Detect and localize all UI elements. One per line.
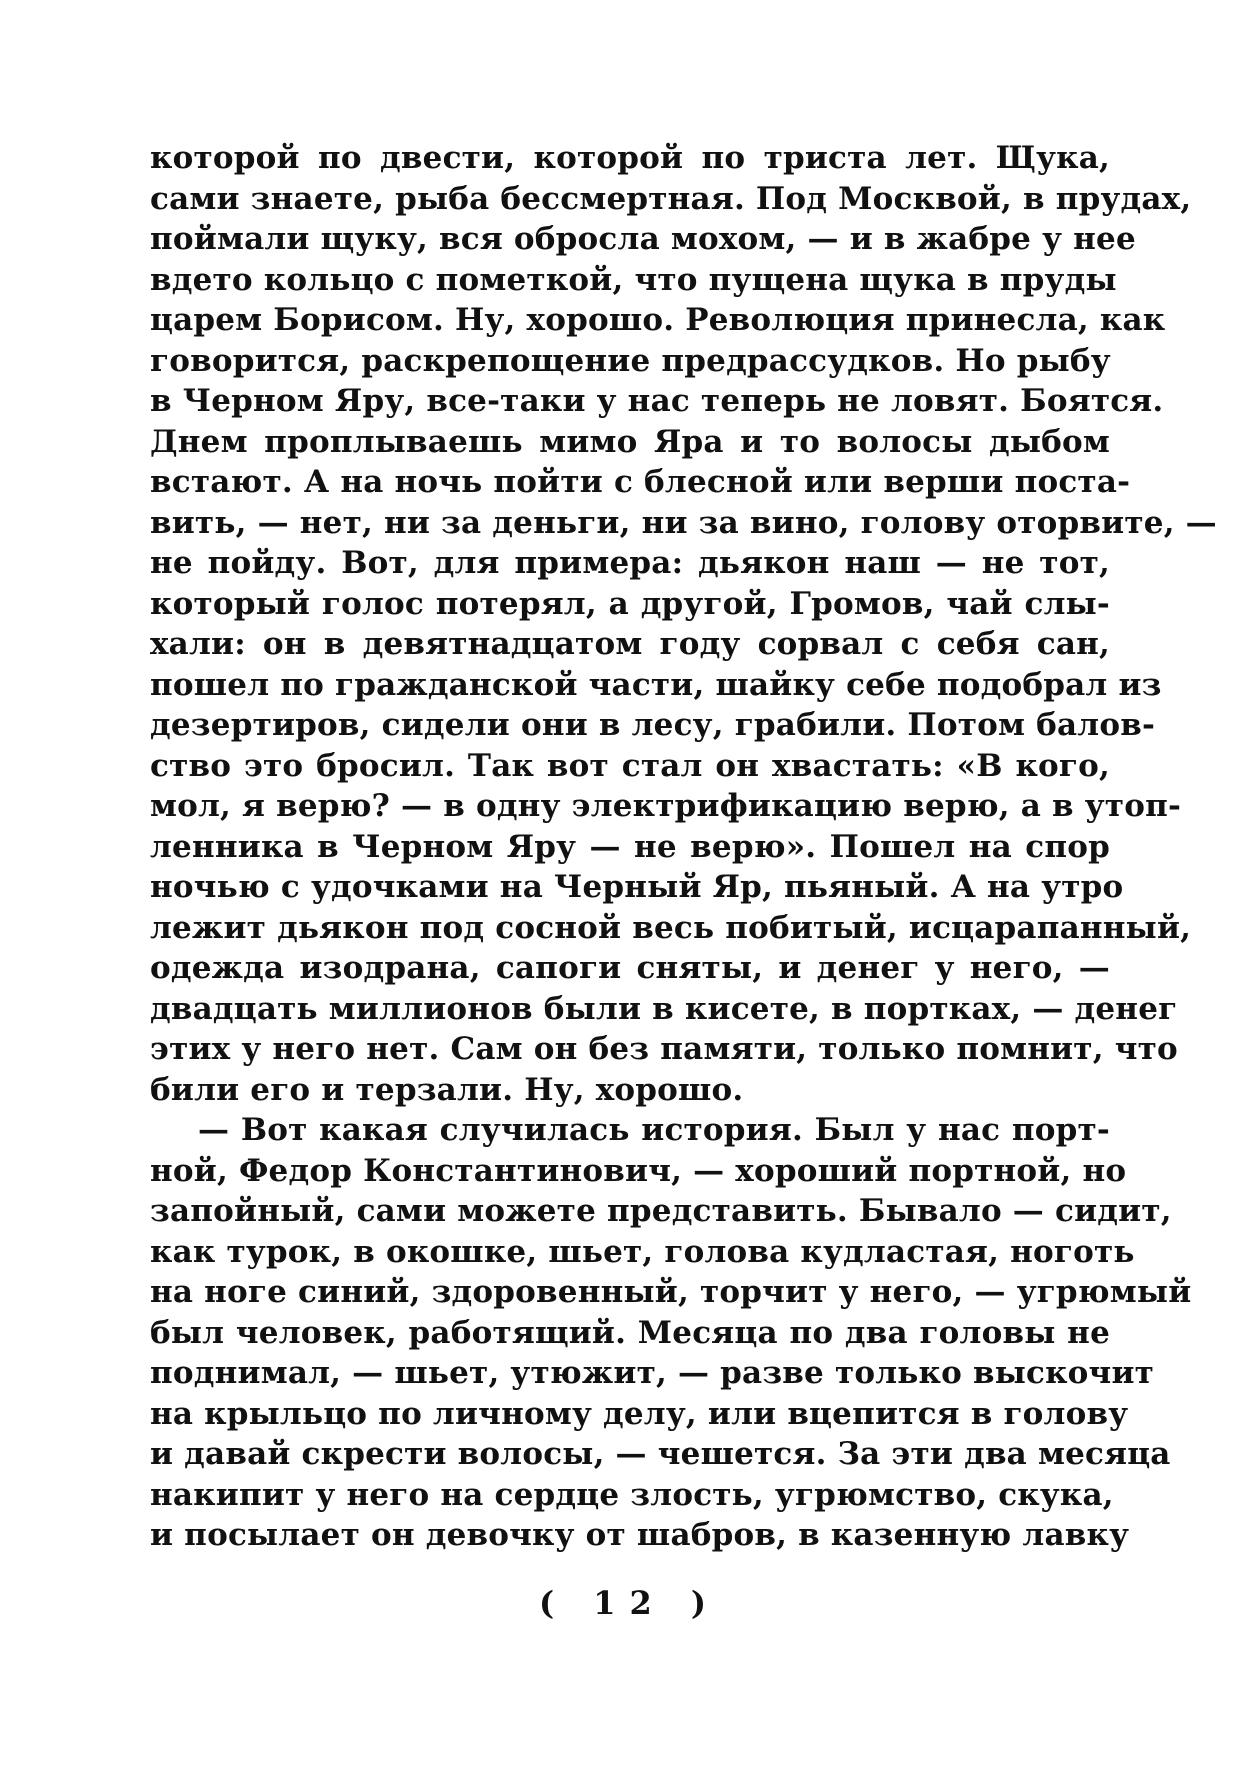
body-text — [150, 138, 1217, 1556]
text-line: поймали щуку, вся обросла мохом, — и в жабре у нее — [150, 221, 1136, 257]
text-line: на крыльцо по личному делу, или вцепится в голову — [150, 1395, 1129, 1432]
text-line: которой по двести, которой по триста лет. Щука, — [150, 140, 1110, 176]
text-line: сами знаете, рыба бессмертная. Под Москвой, в прудах, — [150, 180, 1192, 217]
text-line: говорится, раскрепощение предрассудков. Но рыбу — [150, 342, 1111, 379]
text-line: ленника в Черном Яру — не верю». Пошел на спор — [150, 828, 1110, 865]
text-line: одежда изодрана, сапоги сняты, и денег у него, — — [150, 950, 1110, 986]
text-line: ночью с удочками на Черный Яр, пьяный. А на утро — [150, 869, 1124, 905]
text-line: был человек, работящий. Месяца по два головы не — [150, 1314, 1110, 1351]
page-number: ( 12 ) — [538, 1584, 721, 1622]
text-line: ной, Федор Константинович, — хороший портной, но — [150, 1152, 1127, 1189]
text-line: этих у него нет. Сам он без памяти, только помнит, что — [150, 1031, 1178, 1067]
text-line: встают. А на ночь пойти с блесной или верши поста- — [150, 464, 1131, 500]
text-line: царем Борисом. Ну, хорошо. Революция принесла, как — [150, 302, 1166, 338]
text-line: и посылает он девочку от шабров, в казенную лавку — [150, 1517, 1130, 1553]
text-line: накипит у него на сердце злость, угрюмство, скука, — [150, 1476, 1114, 1513]
text-line: который голос потерял, а другой, Громов, чай слы- — [150, 585, 1110, 622]
text-line: пошел по гражданской части, шайку себе подобрал из — [150, 666, 1162, 703]
text-line: — Вот какая случилась история. Был у нас порт- — [198, 1112, 1110, 1148]
text-line: хали: он в девятнадцатом году сорвал с себя сан, — [150, 626, 1110, 662]
text-line: Днем проплываешь мимо Яра и то волосы дыбом — [150, 423, 1110, 460]
text-line: били его и терзали. Ну, хорошо. — [150, 1071, 744, 1108]
text-line: ство это бросил. Так вот стал он хвастать: «В кого, — [150, 747, 1110, 784]
text-line: запойный, сами можете представить. Бывало — сидит, — [150, 1193, 1172, 1229]
text-line: вдето кольцо с пометкой, что пущена щука в пруды — [150, 261, 1117, 298]
text-line: в Черном Яру, все-таки у нас теперь не ловят. Боятся. — [150, 383, 1164, 419]
text-line: двадцать миллионов были в кисете, в портках, — денег — [150, 990, 1178, 1027]
text-line: мол, я верю? — в одну электрификацию верю, а в утоп- — [150, 788, 1182, 824]
text-line: дезертиров, сидели они в лесу, грабили. Потом балов- — [150, 707, 1156, 743]
text-line: вить, — нет, ни за деньги, ни за вино, голову оторвите, — — [150, 504, 1217, 541]
text-line: и давай скрести волосы, — чешется. За эти два месяца — [150, 1436, 1171, 1472]
text-line: лежит дьякон под сосной весь побитый, исцарапанный, — [150, 909, 1192, 946]
text-line: на ноге синий, здоровенный, торчит у него, — угрюмый — [150, 1274, 1192, 1310]
text-line: как турок, в окошке, шьет, голова кудластая, ноготь — [150, 1233, 1135, 1270]
text-line: поднимал, — шьет, утюжит, — разве только выскочит — [150, 1355, 1155, 1391]
text-line: не пойду. Вот, для примера: дьякон наш — не тот, — [150, 545, 1110, 581]
